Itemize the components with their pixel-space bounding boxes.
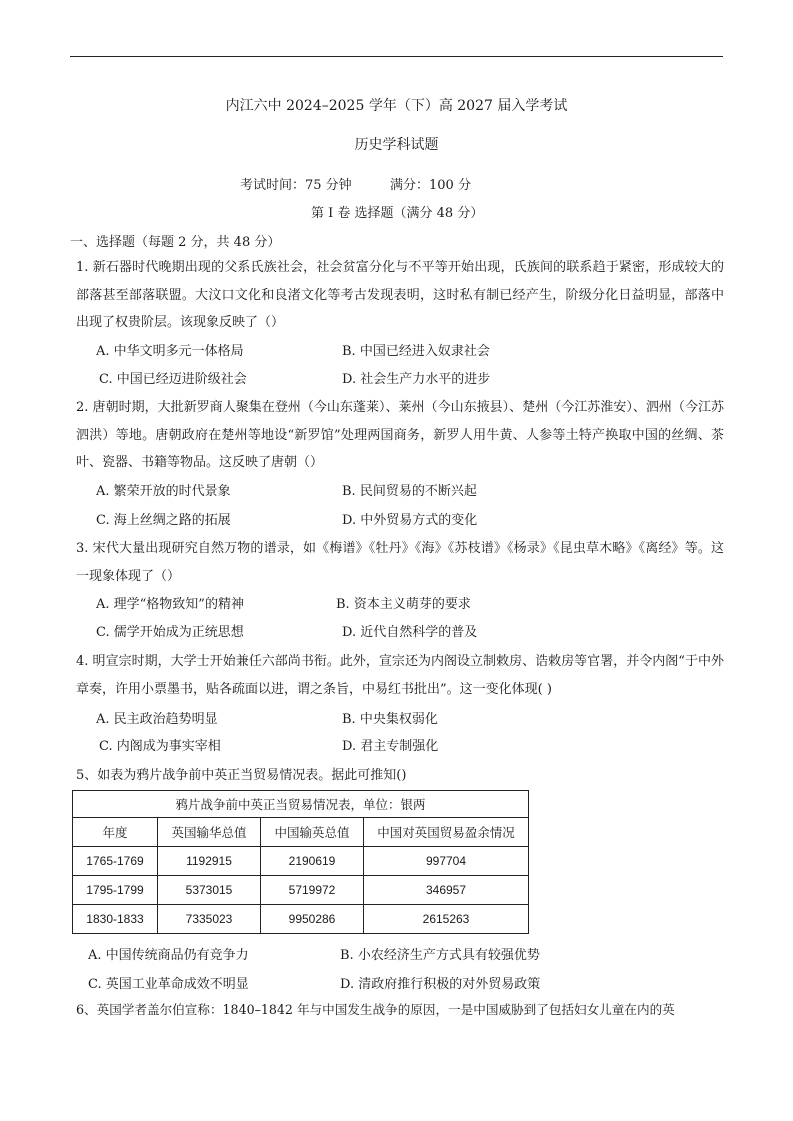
table-cell: 1795-1799: [73, 876, 158, 905]
table-cell: 5719972: [261, 876, 364, 905]
section-heading: 一、选择题（每题 2 分，共 48 分）: [70, 235, 281, 250]
table-cell: 5373015: [158, 876, 261, 905]
question-5: 5、如表为鸦片战争前中英正当贸易情况表。据此可推知(): [76, 768, 407, 783]
full-score: 满分：100 分: [390, 178, 471, 193]
question-6: 6、英国学者盖尔伯宣称：1840–1842 年与中国发生战争的原因，一是中国威胁到了包括妇女儿童在内的英: [76, 1002, 675, 1017]
header-rule: [70, 56, 723, 57]
q1-option-a[interactable]: A. 中华文明多元一体格局: [96, 344, 244, 359]
table-row: [73, 905, 529, 934]
q3-option-d[interactable]: D. 近代自然科学的普及: [342, 625, 478, 640]
table-cell: 1765-1769: [73, 847, 158, 876]
question-2: 2. 唐朝时期，大批新罗商人聚集在登州（今山东蓬莱）、莱州（今山东掖县）、楚州（今江苏淮安）、泗州（今江苏泗洪）等地。唐朝政府在楚州等地设“新罗馆”处理两国商务，新罗人用牛黄、人参等土特产换取中国的丝绸、茶叶、瓷器、书籍等物品。这反映了唐朝（）: [76, 400, 724, 470]
q3-option-c[interactable]: C. 儒学开始成为正统思想: [96, 625, 244, 640]
question-3: 3. 宋代大量出现研究自然万物的谱录，如《梅谱》《牡丹》《海》《苏枝谱》《杨录》《昆虫草木略》《离经》等。这一现象体现了（）: [76, 541, 724, 584]
table-cell: 2615263: [364, 905, 529, 934]
q4-option-a[interactable]: A. 民主政治趋势明显: [96, 712, 218, 727]
table-header-surplus: 中国对英国贸易盈余情况: [364, 818, 529, 847]
q3-option-b[interactable]: B. 资本主义萌芽的要求: [336, 597, 471, 612]
table-header-uk-export: 英国输华总值: [158, 818, 261, 847]
q2-option-b[interactable]: B. 民间贸易的不断兴起: [342, 484, 477, 499]
table-cell: 346957: [364, 876, 529, 905]
table-row: [73, 876, 529, 905]
table-header-year: 年度: [73, 818, 158, 847]
trade-table: [72, 790, 529, 934]
exam-title: 内江六中 2024–2025 学年（下）高 2027 届入学考试: [225, 98, 568, 114]
q4-option-c[interactable]: C. 内阁成为事实宰相: [99, 739, 221, 754]
table-cell: 9950286: [261, 905, 364, 934]
q4-option-d[interactable]: D. 君主专制强化: [342, 739, 439, 754]
q4-option-b[interactable]: B. 中央集权弱化: [342, 712, 438, 727]
q5-option-c[interactable]: C. 英国工业革命成效不明显: [88, 977, 249, 992]
q2-option-a[interactable]: A. 繁荣开放的时代景象: [96, 484, 231, 499]
q1-option-c[interactable]: C. 中国已经迈进阶级社会: [99, 372, 247, 387]
q5-option-d[interactable]: D. 清政府推行积极的对外贸易政策: [340, 977, 541, 992]
q5-option-b[interactable]: B. 小农经济生产方式具有较强优势: [340, 948, 540, 963]
table-row: [73, 847, 529, 876]
table-header-china-export: 中国输英总值: [261, 818, 364, 847]
table-cell: 1192915: [158, 847, 261, 876]
q2-option-c[interactable]: C. 海上丝绸之路的拓展: [96, 513, 231, 528]
part-heading: 第 I 卷 选择题（满分 48 分）: [311, 206, 484, 221]
table-caption: 鸦片战争前中英正当贸易情况表，单位：银两: [73, 791, 529, 818]
table-cell: 1830-1833: [73, 905, 158, 934]
q1-option-b[interactable]: B. 中国已经进入奴隶社会: [342, 344, 490, 359]
q5-option-a[interactable]: A. 中国传统商品仍有竞争力: [88, 948, 249, 963]
table-cell: 7335023: [158, 905, 261, 934]
q1-option-d[interactable]: D. 社会生产力水平的进步: [342, 372, 491, 387]
question-4: 4. 明宣宗时期，大学士开始兼任六部尚书衔。此外，宣宗还为内阁设立制敕房、诰敕房等官署，并令内阁“于中外章奏，许用小票墨书，贴各疏面以进，谓之条旨，中易红书批出”。这一变化体现( ): [76, 654, 724, 697]
question-1: 1. 新石器时代晚期出现的父系氏族社会，社会贫富分化与不平等开始出现，氏族间的联系趋于紧密，形成较大的部落甚至部落联盟。大汶口文化和良渚文化等考古发现表明，这时私有制已经产生，阶级分化日益明显，部落中出现了权贵阶层。该现象反映了（）: [76, 260, 724, 330]
q2-option-d[interactable]: D. 中外贸易方式的变化: [342, 513, 478, 528]
table-cell: 2190619: [261, 847, 364, 876]
exam-time: 考试时间：75 分钟: [240, 178, 352, 193]
table-cell: 997704: [364, 847, 529, 876]
q3-option-a[interactable]: A. 理学“格物致知”的精神: [96, 597, 244, 612]
subject-title: 历史学科试题: [354, 137, 439, 153]
